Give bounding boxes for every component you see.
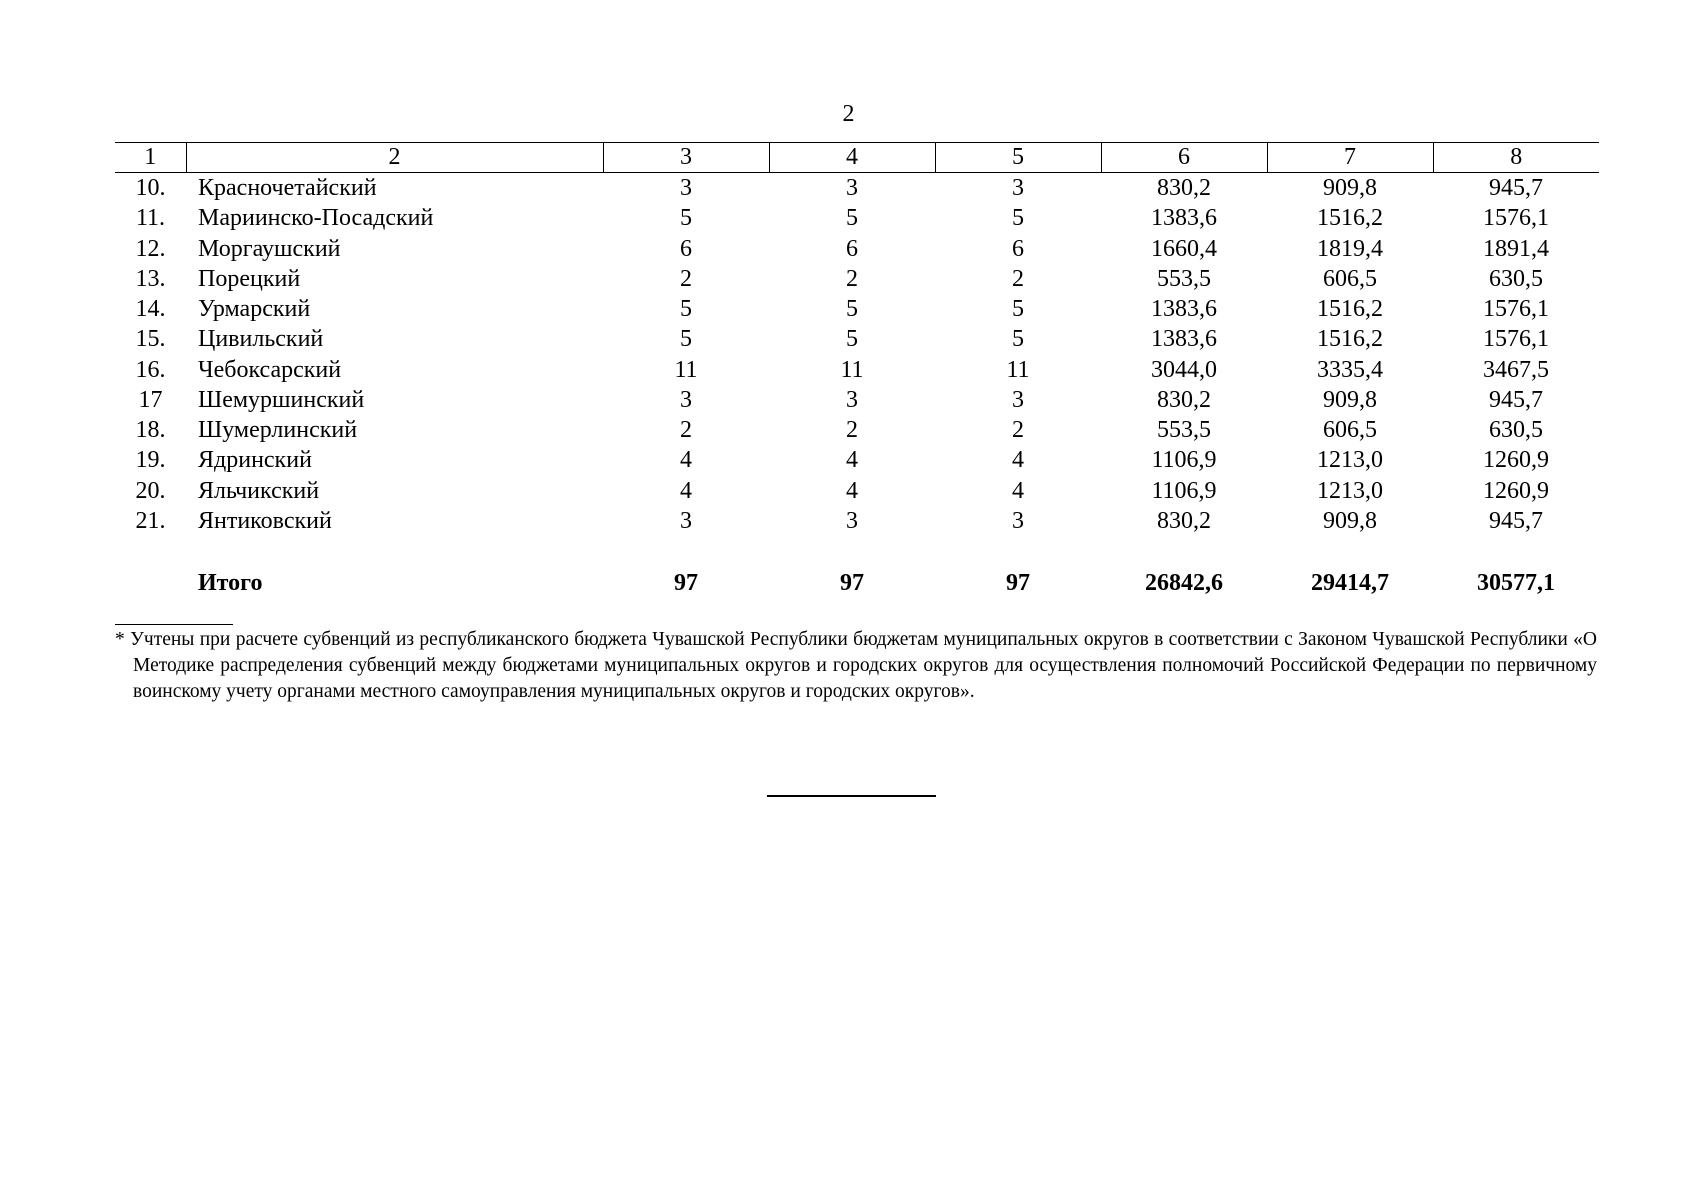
total-cell	[115, 568, 186, 598]
table-cell: 630,5	[1489, 265, 1543, 292]
table-cell: 6	[846, 235, 858, 262]
table-cell: 630,5	[1489, 417, 1543, 444]
table-cell: 4	[680, 477, 692, 504]
table-cell: 3467,5	[1483, 356, 1549, 383]
table-cell: 945,7	[1489, 175, 1543, 202]
table-cell: 11	[674, 356, 698, 383]
table-cell: 553,5	[1157, 265, 1211, 292]
table-cell: 2	[680, 417, 692, 444]
table-row	[115, 173, 1599, 204]
table-cell: 1819,4	[1317, 235, 1383, 262]
row-number: 19.	[135, 447, 166, 474]
table-cell: 606,5	[1323, 265, 1377, 292]
table-cell: 909,8	[1323, 175, 1377, 202]
table-cell: 830,2	[1157, 175, 1211, 202]
table-cell: 4	[846, 477, 858, 504]
row-number: 10.	[135, 175, 166, 202]
table-cell: 1260,9	[1483, 477, 1549, 504]
total-cell: 30577,1	[1477, 570, 1555, 596]
header-row	[115, 143, 1599, 173]
header-cell: 7	[1267, 143, 1433, 173]
total-cell: 26842,6	[1145, 570, 1223, 596]
table-cell: 1576,1	[1483, 296, 1549, 323]
header-cell: 2	[186, 143, 603, 173]
table-cell: 5	[846, 205, 858, 232]
district-name: Урмарский	[198, 296, 311, 323]
table-cell: 1576,1	[1483, 205, 1549, 232]
table-cell: 1383,6	[1151, 326, 1217, 353]
table-cell: 3	[1012, 507, 1024, 534]
total-label: Итого	[198, 570, 263, 596]
total-row	[115, 568, 1599, 598]
table-cell: 1660,4	[1151, 235, 1217, 262]
table-cell: 4	[680, 447, 692, 474]
table-cell: 3044,0	[1151, 356, 1217, 383]
header-cell: 3	[603, 143, 769, 173]
table-cell: 11	[1006, 356, 1030, 383]
table-cell: 830,2	[1157, 386, 1211, 413]
table-cell: 606,5	[1323, 417, 1377, 444]
table-cell: 4	[1012, 477, 1024, 504]
table-row	[115, 294, 1599, 324]
district-name: Шумерлинский	[198, 417, 358, 444]
district-name: Шемуршинский	[198, 386, 365, 413]
footnote: * Учтены при расчете субвенций из республиканского бюджета Чувашской Республики бюджетам муниципальных округов в соответствии с Законом Чувашской Республики «О Методике распределения субвенций между бюджетами муниципальных округов и городских округов для осуществления полномочий Российской Федерации по первичному воинскому учету органами местного самоуправления муниципальных округов и городских округов».	[115, 629, 1597, 702]
row-number: 11.	[135, 205, 166, 232]
table-body	[115, 173, 1599, 599]
table-row	[115, 264, 1599, 294]
table-cell: 2	[680, 265, 692, 292]
header-cell: 6	[1101, 143, 1267, 173]
table-cell: 1260,9	[1483, 447, 1549, 474]
table-cell: 3	[846, 175, 858, 202]
district-name: Цивильский	[198, 326, 324, 353]
table-row	[115, 445, 1599, 475]
page-number: 2	[842, 101, 855, 127]
end-divider	[767, 795, 936, 797]
district-name: Янтиковский	[198, 507, 332, 534]
table-cell: 1516,2	[1317, 205, 1383, 232]
table-cell: 945,7	[1489, 386, 1543, 413]
table-cell: 1516,2	[1317, 326, 1383, 353]
row-number: 12.	[135, 235, 166, 262]
district-name: Ядринский	[198, 447, 312, 474]
table-cell: 5	[846, 296, 858, 323]
table-cell: 1106,9	[1151, 477, 1217, 504]
table-cell: 5	[680, 326, 692, 353]
table-cell: 945,7	[1489, 507, 1543, 534]
table-cell: 3	[846, 507, 858, 534]
district-name: Красночетайский	[198, 175, 377, 202]
total-cell: 97	[840, 570, 864, 596]
table-cell: 2	[1012, 417, 1024, 444]
total-cell: 29414,7	[1311, 570, 1389, 596]
district-name: Чебоксарский	[198, 356, 342, 383]
row-number: 14.	[135, 296, 166, 323]
row-number: 20.	[135, 477, 166, 504]
table-cell: 909,8	[1323, 386, 1377, 413]
row-number: 21.	[135, 507, 166, 534]
table-cell: 3	[1012, 175, 1024, 202]
row-number: 17	[138, 386, 163, 413]
table-row	[115, 234, 1599, 264]
table-row	[115, 324, 1599, 354]
table-cell: 2	[1012, 265, 1024, 292]
table-cell: 3	[1012, 386, 1024, 413]
row-number: 18.	[135, 417, 166, 444]
district-name: Моргаушский	[198, 235, 341, 262]
table-cell: 6	[1012, 235, 1024, 262]
table-cell: 1213,0	[1317, 447, 1383, 474]
spacer-row	[115, 536, 1599, 568]
district-name: Яльчикский	[198, 477, 320, 504]
district-name: Порецкий	[198, 265, 301, 292]
table-cell: 1106,9	[1151, 447, 1217, 474]
table-row	[115, 385, 1599, 415]
total-cell: 97	[1006, 570, 1030, 596]
table-cell: 5	[1012, 205, 1024, 232]
table-cell: 1383,6	[1151, 205, 1217, 232]
table-header	[115, 143, 1599, 173]
header-cell: 1	[115, 143, 186, 173]
data-table	[115, 142, 1599, 598]
table-cell: 3	[846, 386, 858, 413]
table-cell: 5	[680, 296, 692, 323]
header-cell: 5	[935, 143, 1101, 173]
table-cell: 6	[680, 235, 692, 262]
table-cell: 2	[846, 265, 858, 292]
table-cell: 3	[680, 175, 692, 202]
table-row	[115, 415, 1599, 445]
table-row	[115, 506, 1599, 536]
row-number: 15.	[135, 326, 166, 353]
total-cell: 97	[674, 570, 698, 596]
table-cell: 1891,4	[1483, 235, 1549, 262]
table-cell: 909,8	[1323, 507, 1377, 534]
row-number: 13.	[135, 265, 166, 292]
table-cell: 1576,1	[1483, 326, 1549, 353]
table-cell: 5	[680, 205, 692, 232]
table-cell: 5	[1012, 296, 1024, 323]
table-cell: 5	[846, 326, 858, 353]
table-cell: 2	[846, 417, 858, 444]
district-name: Мариинско-Посадский	[198, 205, 434, 232]
table-cell: 1213,0	[1317, 477, 1383, 504]
table-cell: 3	[680, 507, 692, 534]
footnote-divider	[115, 624, 233, 625]
table-cell: 3	[680, 386, 692, 413]
table-cell: 1516,2	[1317, 296, 1383, 323]
table-cell: 830,2	[1157, 507, 1211, 534]
table-cell: 553,5	[1157, 417, 1211, 444]
table-cell: 4	[846, 447, 858, 474]
row-number: 16.	[135, 356, 166, 383]
table-cell: 3335,4	[1317, 356, 1383, 383]
table-row	[115, 355, 1599, 385]
table-cell: 1383,6	[1151, 296, 1217, 323]
header-cell: 4	[769, 143, 935, 173]
table-cell: 4	[1012, 447, 1024, 474]
table-cell: 11	[840, 356, 864, 383]
table-row	[115, 203, 1599, 233]
table-cell: 5	[1012, 326, 1024, 353]
table-row	[115, 476, 1599, 506]
header-cell: 8	[1433, 143, 1599, 173]
